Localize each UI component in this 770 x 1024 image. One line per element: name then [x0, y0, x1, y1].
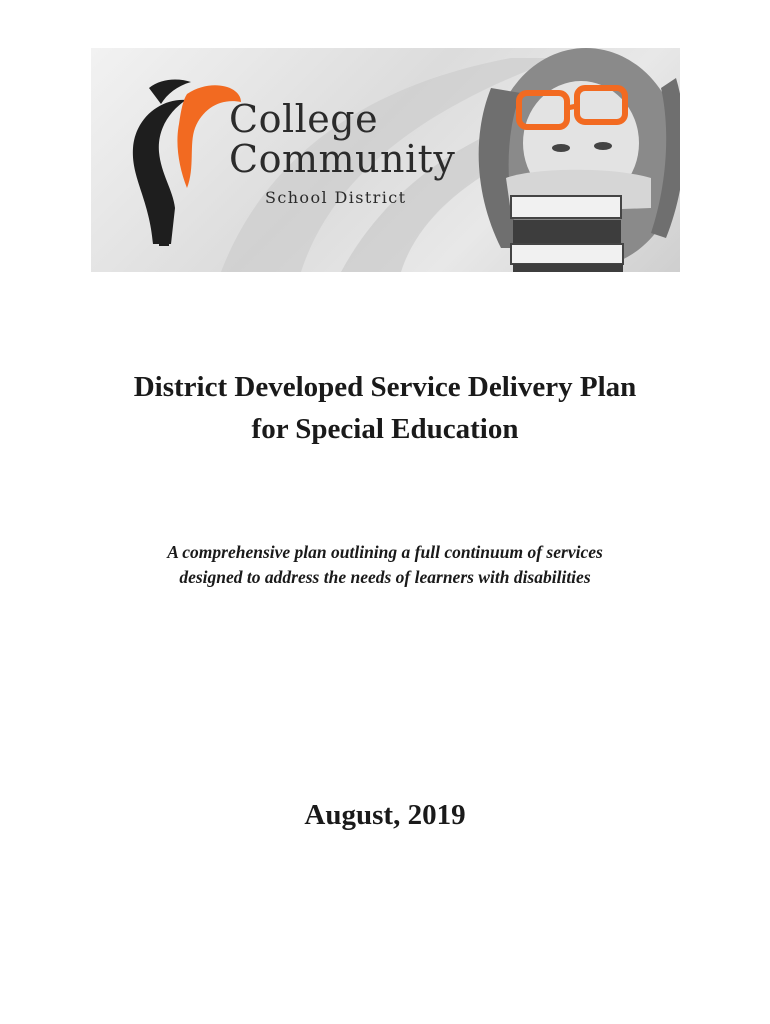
document-date: August, 2019	[304, 799, 466, 831]
logo-community: Community	[229, 137, 456, 181]
logo-college: College	[229, 97, 379, 141]
subtitle-line-1: A comprehensive plan outlining a full continuum of services	[167, 542, 603, 562]
subtitle-line-2: designed to address the needs of learners with disabilities	[179, 567, 591, 587]
logo-school-district: School District	[265, 188, 407, 207]
document-title	[0, 366, 770, 450]
document-subtitle	[0, 540, 770, 590]
title-line-1: District Developed Service Delivery Plan	[133, 371, 637, 403]
title-line-2: for Special Education	[251, 413, 519, 445]
header-banner	[91, 48, 680, 272]
tree-logo-icon	[133, 80, 241, 246]
girl-with-books-photo	[479, 48, 680, 272]
